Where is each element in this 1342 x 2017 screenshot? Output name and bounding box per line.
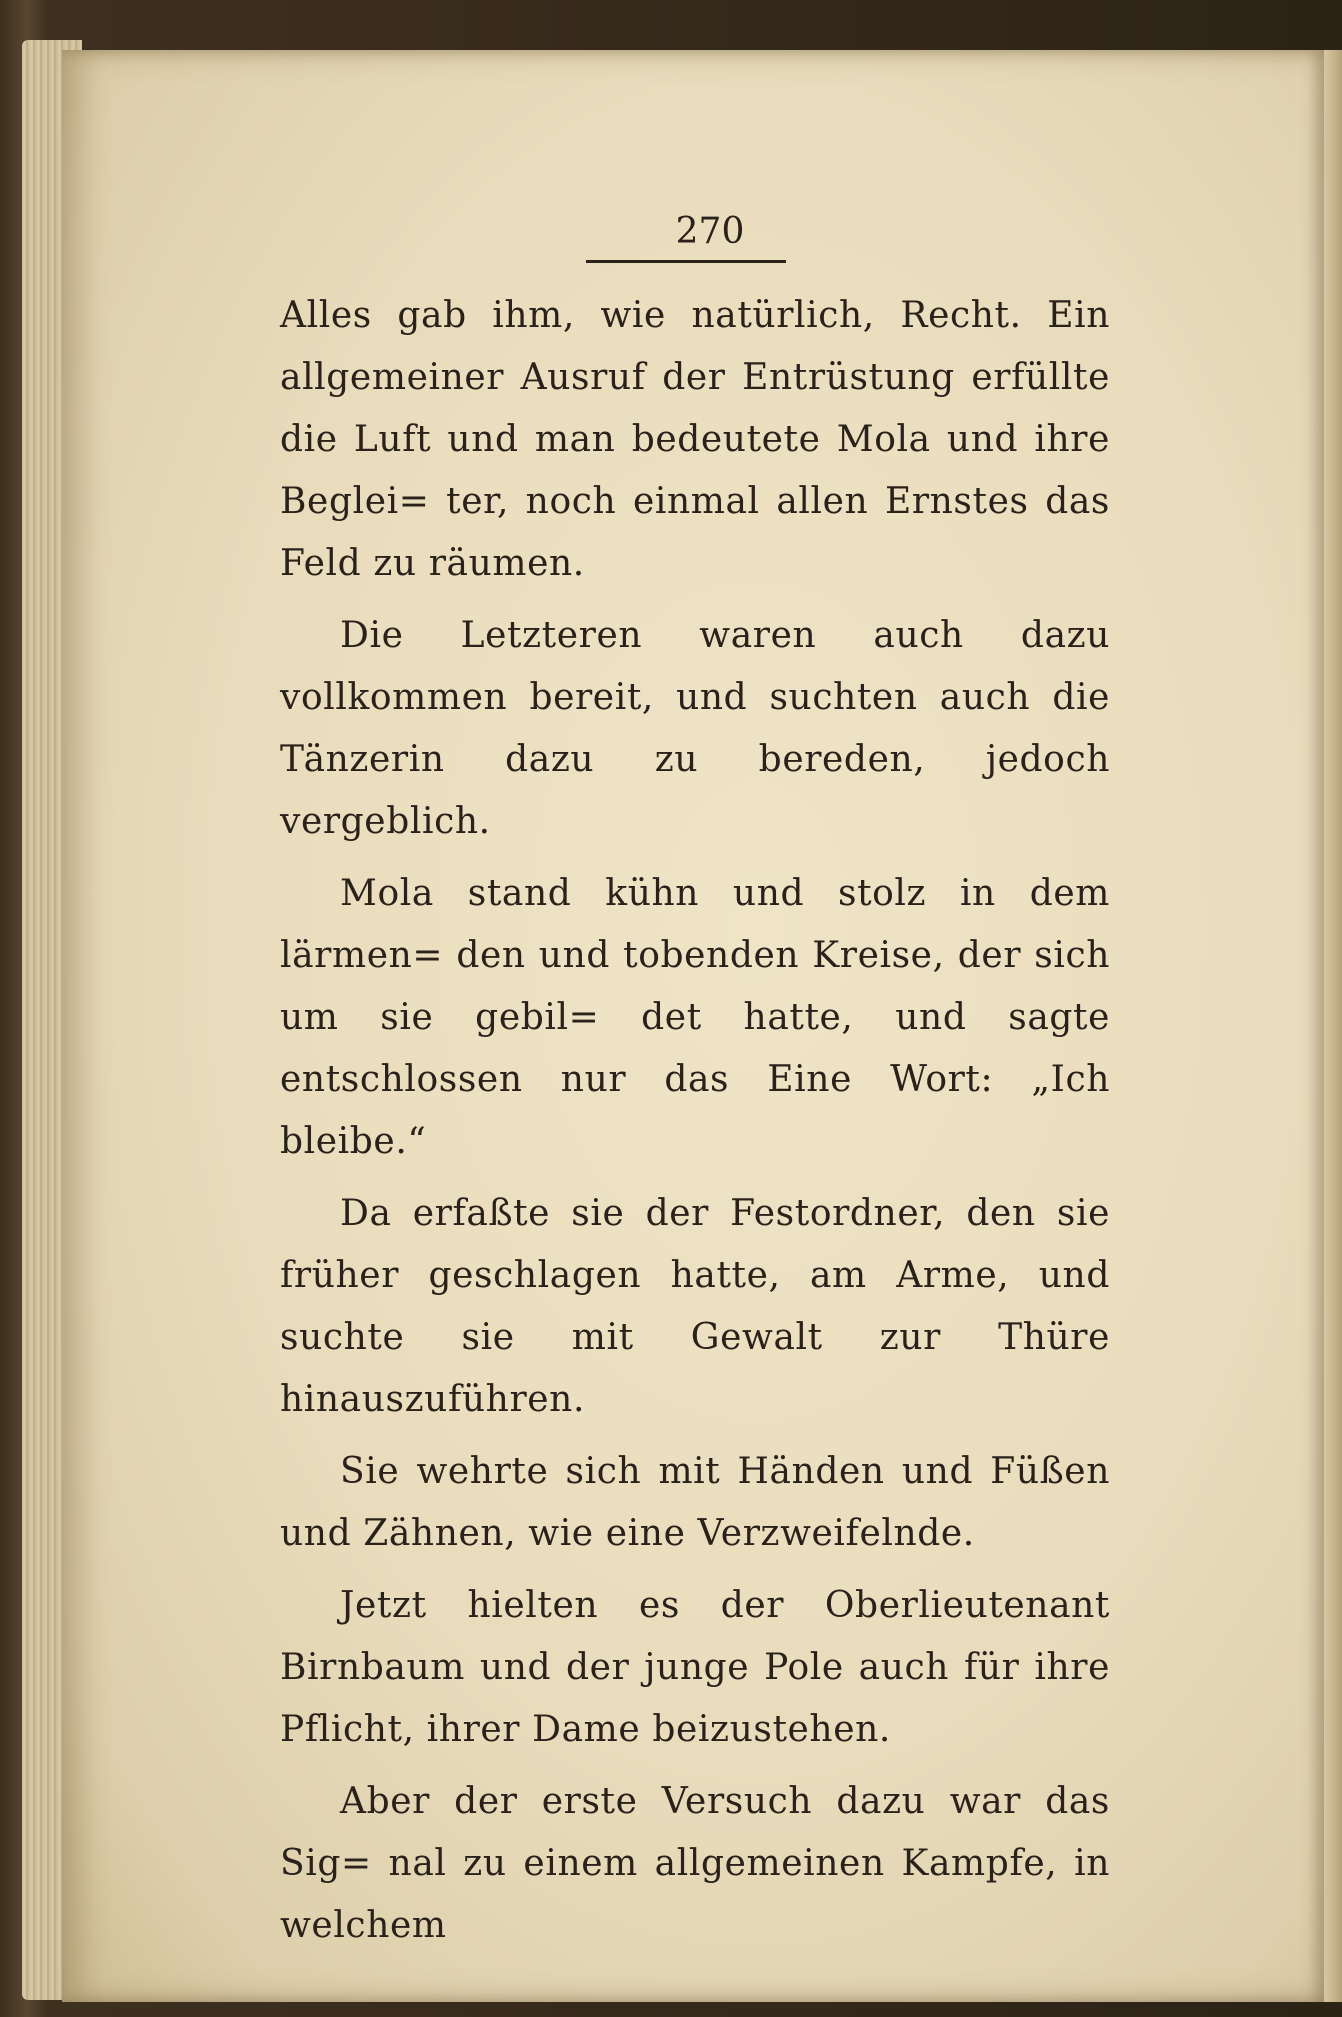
- paragraph: Alles gab ihm, wie natürlich, Recht. Ein allgemeiner Ausruf der Entrüstung erfüllte die Luft und man bedeutete Mola und ihre Beglei= ter, noch einmal allen Ernstes das Feld zu räumen.: [280, 295, 1110, 584]
- page-content: [280, 210, 1110, 1957]
- paragraph: Aber der erste Versuch dazu war das Sig= nal zu einem allgemeinen Kampfe, in welchem: [280, 1781, 1110, 1946]
- header-rule: [586, 260, 786, 263]
- page-right-edge: [1324, 50, 1342, 2002]
- paragraph: Die Letzteren waren auch dazu vollkommen bereit, und suchten auch die Tänzerin dazu zu bereden, jedoch vergeblich.: [280, 615, 1110, 842]
- page-number: 270: [675, 211, 745, 252]
- paragraph: Jetzt hielten es der Oberlieutenant Birnbaum und der junge Pole auch für ihre Pflicht, ihrer Dame beizustehen.: [280, 1585, 1110, 1750]
- paragraph: Sie wehrte sich mit Händen und Füßen und Zähnen, wie eine Verzweifelnde.: [280, 1451, 1110, 1554]
- paragraph: Mola stand kühn und stolz in dem lärmen= den und tobenden Kreise, der sich um sie gebil= det hatte, und sagte entschlossen nur das Eine Wort: „Ich bleibe.“: [280, 873, 1110, 1162]
- body-text: [280, 285, 1110, 1957]
- paragraph: Da erfaßte sie der Festordner, den sie früher geschlagen hatte, am Arme, und suchte sie mit Gewalt zur Thüre hinauszuführen.: [280, 1193, 1110, 1420]
